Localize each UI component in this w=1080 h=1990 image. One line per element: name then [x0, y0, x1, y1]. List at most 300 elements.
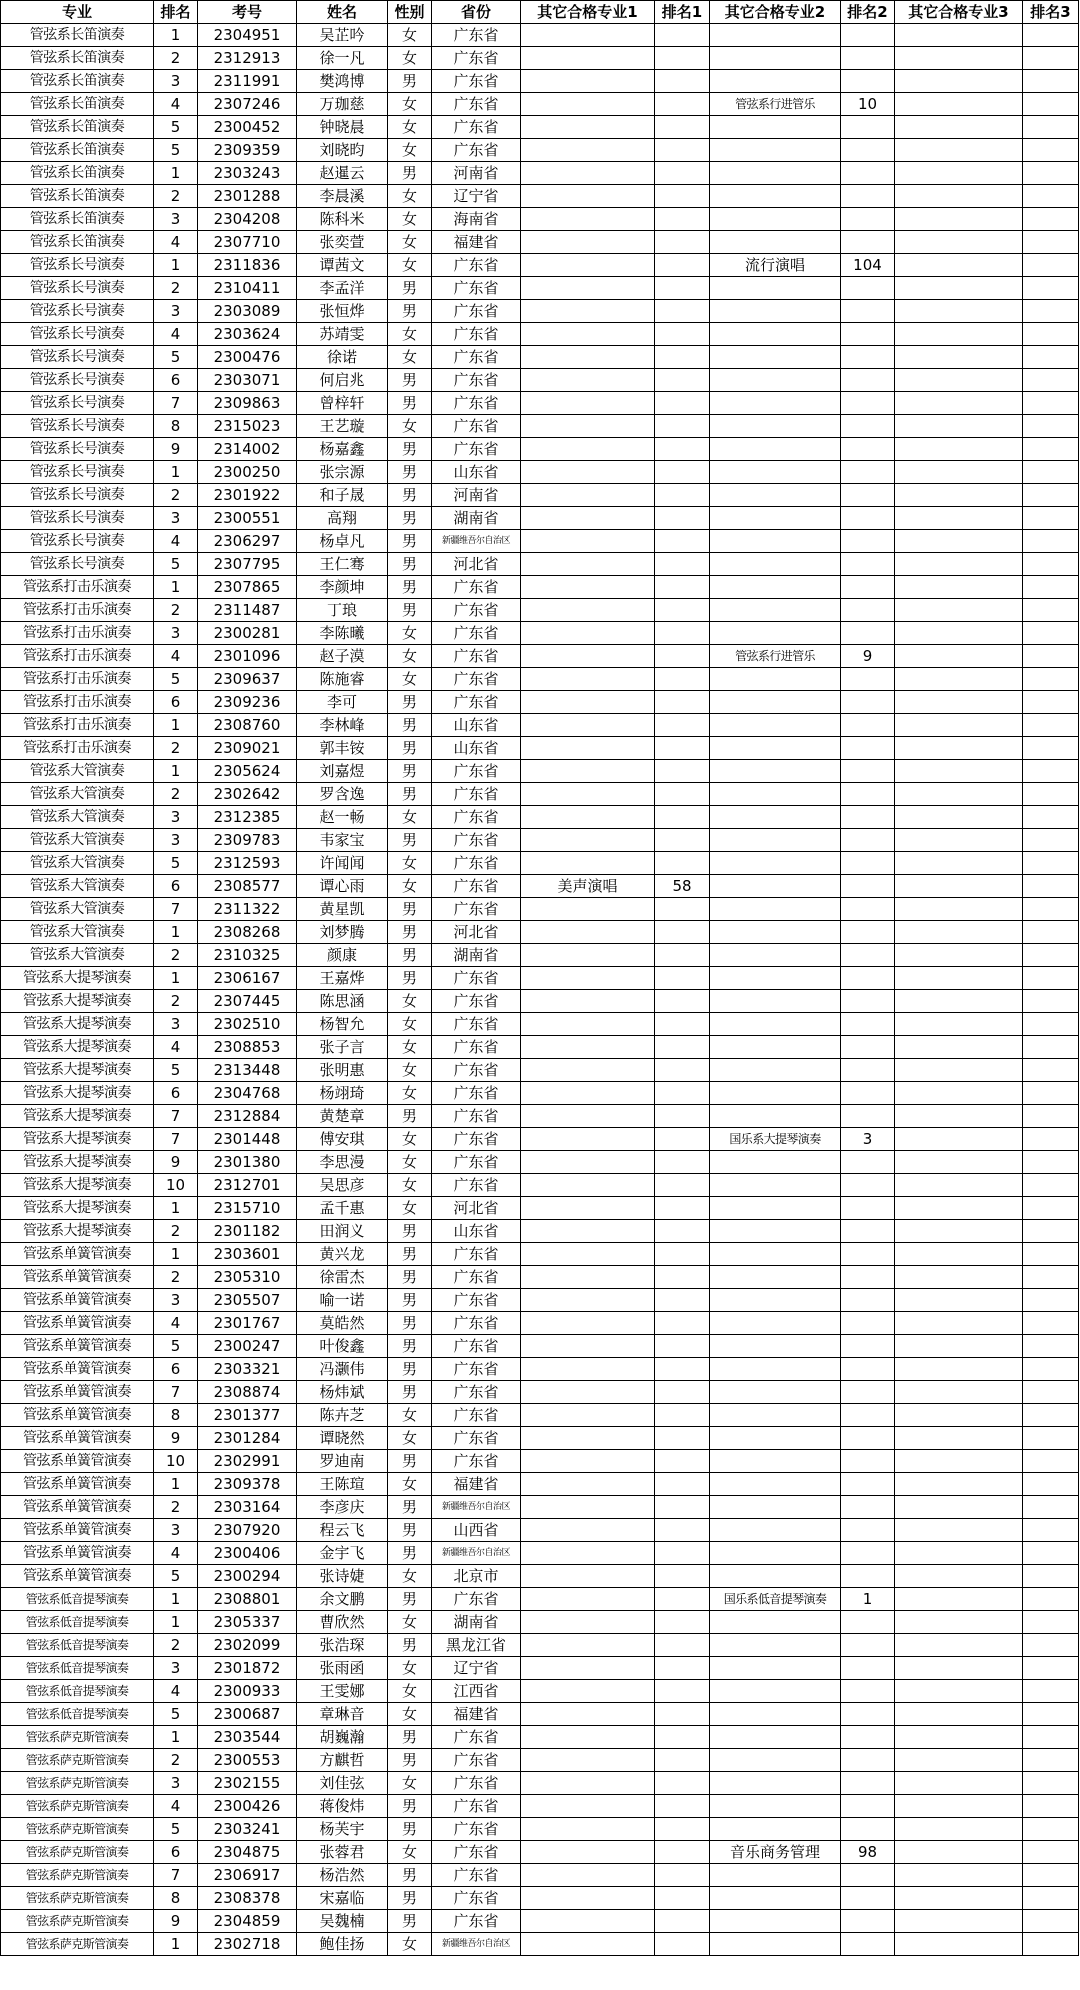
cell-rank-1: [655, 714, 710, 737]
cell-other-major-2: [710, 24, 841, 47]
cell-name: 刘嘉煜: [297, 760, 388, 783]
cell-exam-no: 2312701: [198, 1174, 297, 1197]
table-row: [1, 806, 1079, 829]
cell-other-major-1: 美声演唱: [521, 875, 655, 898]
cell-rank-3: [1023, 1634, 1079, 1657]
table-row: [1, 300, 1079, 323]
cell-name: 李彦庆: [297, 1496, 388, 1519]
table-row: [1, 852, 1079, 875]
table-row: [1, 231, 1079, 254]
cell-gender: 女: [388, 415, 432, 438]
cell-major: 管弦系低音提琴演奏: [1, 1703, 154, 1726]
cell-other-major-1: [521, 1312, 655, 1335]
cell-other-major-3: [895, 806, 1023, 829]
cell-rank-2: [841, 1335, 895, 1358]
cell-exam-no: 2301872: [198, 1657, 297, 1680]
cell-rank: 1: [154, 1933, 198, 1956]
cell-exam-no: 2308853: [198, 1036, 297, 1059]
table-row: [1, 1818, 1079, 1841]
cell-other-major-3: [895, 898, 1023, 921]
cell-other-major-1: [521, 484, 655, 507]
cell-other-major-1: [521, 852, 655, 875]
cell-rank-3: [1023, 1565, 1079, 1588]
cell-rank-2: 98: [841, 1841, 895, 1864]
cell-other-major-1: [521, 990, 655, 1013]
cell-name: 韦家宝: [297, 829, 388, 852]
cell-other-major-3: [895, 829, 1023, 852]
cell-other-major-2: [710, 392, 841, 415]
cell-name: 傅安琪: [297, 1128, 388, 1151]
cell-other-major-1: [521, 93, 655, 116]
cell-major: 管弦系单簧管演奏: [1, 1358, 154, 1381]
cell-rank-3: [1023, 185, 1079, 208]
cell-province: 广东省: [432, 852, 521, 875]
cell-exam-no: 2300553: [198, 1749, 297, 1772]
cell-exam-no: 2307710: [198, 231, 297, 254]
cell-exam-no: 2301448: [198, 1128, 297, 1151]
cell-exam-no: 2300476: [198, 346, 297, 369]
cell-other-major-2: [710, 1473, 841, 1496]
cell-major: 管弦系萨克斯管演奏: [1, 1933, 154, 1956]
cell-rank-1: [655, 484, 710, 507]
cell-rank-3: [1023, 1404, 1079, 1427]
cell-rank: 1: [154, 1197, 198, 1220]
cell-province: 广东省: [432, 1243, 521, 1266]
cell-exam-no: 2302099: [198, 1634, 297, 1657]
cell-other-major-2: [710, 1243, 841, 1266]
cell-rank-2: [841, 323, 895, 346]
cell-gender: 女: [388, 116, 432, 139]
cell-other-major-1: [521, 1496, 655, 1519]
cell-exam-no: 2305507: [198, 1289, 297, 1312]
cell-rank: 1: [154, 24, 198, 47]
cell-other-major-1: [521, 1864, 655, 1887]
cell-other-major-2: 流行演唱: [710, 254, 841, 277]
cell-other-major-2: [710, 783, 841, 806]
cell-exam-no: 2309378: [198, 1473, 297, 1496]
cell-gender: 女: [388, 231, 432, 254]
cell-rank-2: [841, 875, 895, 898]
cell-province: 广东省: [432, 1818, 521, 1841]
cell-major: 管弦系打击乐演奏: [1, 668, 154, 691]
cell-other-major-2: [710, 737, 841, 760]
cell-province: 广东省: [432, 1772, 521, 1795]
cell-major: 管弦系单簧管演奏: [1, 1496, 154, 1519]
cell-major: 管弦系单簧管演奏: [1, 1427, 154, 1450]
cell-other-major-3: [895, 507, 1023, 530]
cell-other-major-2: [710, 277, 841, 300]
cell-major: 管弦系长笛演奏: [1, 24, 154, 47]
cell-major: 管弦系打击乐演奏: [1, 576, 154, 599]
cell-rank: 6: [154, 1082, 198, 1105]
cell-exam-no: 2300426: [198, 1795, 297, 1818]
cell-exam-no: 2305337: [198, 1611, 297, 1634]
cell-rank-3: [1023, 1289, 1079, 1312]
cell-major: 管弦系长号演奏: [1, 277, 154, 300]
cell-rank-1: [655, 1082, 710, 1105]
cell-other-major-1: [521, 346, 655, 369]
cell-gender: 女: [388, 1013, 432, 1036]
cell-rank-1: [655, 645, 710, 668]
cell-rank-1: [655, 208, 710, 231]
cell-gender: 男: [388, 1496, 432, 1519]
cell-province: 广东省: [432, 1082, 521, 1105]
cell-other-major-3: [895, 1381, 1023, 1404]
cell-other-major-3: [895, 24, 1023, 47]
cell-name: 刘梦腾: [297, 921, 388, 944]
cell-other-major-1: [521, 208, 655, 231]
cell-rank-3: [1023, 1795, 1079, 1818]
cell-gender: 男: [388, 714, 432, 737]
cell-province: 广东省: [432, 875, 521, 898]
cell-other-major-1: [521, 185, 655, 208]
cell-other-major-1: [521, 507, 655, 530]
cell-rank-3: [1023, 461, 1079, 484]
cell-other-major-2: [710, 1795, 841, 1818]
cell-major: 管弦系大管演奏: [1, 875, 154, 898]
cell-rank-3: [1023, 415, 1079, 438]
cell-other-major-3: [895, 392, 1023, 415]
cell-other-major-1: [521, 530, 655, 553]
cell-rank: 5: [154, 1335, 198, 1358]
cell-rank-2: [841, 1887, 895, 1910]
cell-other-major-2: [710, 944, 841, 967]
cell-other-major-3: [895, 1864, 1023, 1887]
cell-other-major-2: [710, 760, 841, 783]
table-row: [1, 714, 1079, 737]
cell-other-major-2: [710, 1887, 841, 1910]
cell-rank-2: [841, 24, 895, 47]
cell-other-major-3: [895, 1887, 1023, 1910]
cell-rank-1: [655, 1473, 710, 1496]
cell-other-major-1: [521, 1289, 655, 1312]
cell-rank-1: [655, 1174, 710, 1197]
cell-rank-1: [655, 1565, 710, 1588]
cell-other-major-1: [521, 668, 655, 691]
cell-rank-1: [655, 1933, 710, 1956]
cell-other-major-3: [895, 990, 1023, 1013]
cell-major: 管弦系低音提琴演奏: [1, 1657, 154, 1680]
cell-major: 管弦系萨克斯管演奏: [1, 1887, 154, 1910]
header-rank-3: 排名3: [1023, 1, 1079, 24]
cell-major: 管弦系单簧管演奏: [1, 1312, 154, 1335]
cell-major: 管弦系萨克斯管演奏: [1, 1749, 154, 1772]
cell-other-major-1: [521, 1266, 655, 1289]
cell-exam-no: 2301767: [198, 1312, 297, 1335]
table-row: [1, 1519, 1079, 1542]
cell-other-major-2: [710, 1404, 841, 1427]
cell-major: 管弦系低音提琴演奏: [1, 1588, 154, 1611]
cell-exam-no: 2303544: [198, 1726, 297, 1749]
cell-major: 管弦系萨克斯管演奏: [1, 1795, 154, 1818]
cell-rank: 3: [154, 1289, 198, 1312]
cell-gender: 女: [388, 1174, 432, 1197]
table-row: [1, 622, 1079, 645]
cell-major: 管弦系打击乐演奏: [1, 691, 154, 714]
cell-gender: 男: [388, 1910, 432, 1933]
cell-gender: 女: [388, 208, 432, 231]
cell-name: 张奕萱: [297, 231, 388, 254]
cell-rank: 10: [154, 1450, 198, 1473]
cell-other-major-2: [710, 1772, 841, 1795]
cell-rank: 7: [154, 1864, 198, 1887]
cell-other-major-1: [521, 576, 655, 599]
cell-other-major-3: [895, 1036, 1023, 1059]
table-row: [1, 1887, 1079, 1910]
cell-rank-3: [1023, 1082, 1079, 1105]
cell-other-major-2: [710, 1174, 841, 1197]
table-row: [1, 507, 1079, 530]
cell-rank-1: [655, 1841, 710, 1864]
cell-rank: 2: [154, 185, 198, 208]
cell-name: 郭丰铵: [297, 737, 388, 760]
cell-gender: 女: [388, 1036, 432, 1059]
cell-name: 陈施睿: [297, 668, 388, 691]
cell-other-major-2: 管弦系行进管乐: [710, 645, 841, 668]
cell-other-major-2: [710, 668, 841, 691]
cell-province: 湖南省: [432, 1611, 521, 1634]
cell-rank-2: [841, 484, 895, 507]
cell-major: 管弦系大提琴演奏: [1, 1059, 154, 1082]
cell-rank-1: [655, 93, 710, 116]
cell-gender: 男: [388, 484, 432, 507]
cell-other-major-3: [895, 1105, 1023, 1128]
cell-other-major-2: [710, 484, 841, 507]
header-rank: 排名: [154, 1, 198, 24]
cell-rank-2: [841, 714, 895, 737]
table-row: [1, 967, 1079, 990]
cell-exam-no: 2301922: [198, 484, 297, 507]
table-row: [1, 369, 1079, 392]
cell-gender: 男: [388, 530, 432, 553]
cell-rank: 6: [154, 1358, 198, 1381]
cell-rank-1: [655, 162, 710, 185]
header-row: [1, 1, 1079, 24]
cell-rank-1: 58: [655, 875, 710, 898]
cell-rank-2: [841, 944, 895, 967]
cell-rank-3: [1023, 1726, 1079, 1749]
cell-other-major-3: [895, 369, 1023, 392]
cell-gender: 男: [388, 898, 432, 921]
cell-gender: 男: [388, 369, 432, 392]
header-province: 省份: [432, 1, 521, 24]
table-row: [1, 323, 1079, 346]
cell-other-major-1: [521, 1059, 655, 1082]
table-row: [1, 829, 1079, 852]
cell-name: 王仁骞: [297, 553, 388, 576]
cell-other-major-3: [895, 1496, 1023, 1519]
cell-other-major-1: [521, 1197, 655, 1220]
cell-rank: 6: [154, 875, 198, 898]
table-row: [1, 1726, 1079, 1749]
cell-rank-1: [655, 1680, 710, 1703]
cell-gender: 男: [388, 1588, 432, 1611]
cell-rank-1: [655, 300, 710, 323]
cell-rank-2: [841, 829, 895, 852]
table-row: [1, 737, 1079, 760]
table-row: [1, 530, 1079, 553]
table-row: [1, 1680, 1079, 1703]
cell-major: 管弦系长号演奏: [1, 254, 154, 277]
cell-rank: 1: [154, 1588, 198, 1611]
cell-exam-no: 2300933: [198, 1680, 297, 1703]
table-row: [1, 1036, 1079, 1059]
cell-rank: 1: [154, 461, 198, 484]
cell-name: 丁琅: [297, 599, 388, 622]
cell-major: 管弦系单簧管演奏: [1, 1243, 154, 1266]
cell-gender: 女: [388, 185, 432, 208]
cell-rank-1: [655, 1726, 710, 1749]
cell-other-major-3: [895, 47, 1023, 70]
cell-rank-3: [1023, 1312, 1079, 1335]
cell-gender: 男: [388, 1243, 432, 1266]
cell-other-major-3: [895, 1151, 1023, 1174]
cell-rank-3: [1023, 1910, 1079, 1933]
cell-other-major-2: [710, 507, 841, 530]
cell-other-major-1: [521, 645, 655, 668]
cell-exam-no: 2308760: [198, 714, 297, 737]
cell-rank-2: [841, 1726, 895, 1749]
cell-rank-2: [841, 760, 895, 783]
cell-exam-no: 2309637: [198, 668, 297, 691]
cell-rank-2: [841, 231, 895, 254]
cell-exam-no: 2303241: [198, 1818, 297, 1841]
cell-other-major-3: [895, 461, 1023, 484]
cell-province: 广东省: [432, 47, 521, 70]
cell-rank-1: [655, 1197, 710, 1220]
cell-rank-1: [655, 806, 710, 829]
cell-rank: 3: [154, 70, 198, 93]
cell-name: 王艺璇: [297, 415, 388, 438]
cell-exam-no: 2301284: [198, 1427, 297, 1450]
cell-name: 莫皓然: [297, 1312, 388, 1335]
cell-other-major-2: [710, 990, 841, 1013]
cell-name: 张蓉君: [297, 1841, 388, 1864]
cell-other-major-3: [895, 1795, 1023, 1818]
cell-name: 黄兴龙: [297, 1243, 388, 1266]
table-row: [1, 438, 1079, 461]
cell-rank-1: [655, 70, 710, 93]
cell-rank-1: [655, 1864, 710, 1887]
cell-rank-1: [655, 1703, 710, 1726]
cell-rank-2: [841, 990, 895, 1013]
cell-other-major-2: [710, 1680, 841, 1703]
cell-rank-3: [1023, 47, 1079, 70]
cell-other-major-3: [895, 622, 1023, 645]
table-row: [1, 1105, 1079, 1128]
cell-name: 谭晓然: [297, 1427, 388, 1450]
cell-rank: 4: [154, 645, 198, 668]
cell-rank-1: [655, 1013, 710, 1036]
cell-rank-3: [1023, 1496, 1079, 1519]
cell-other-major-1: [521, 1749, 655, 1772]
cell-other-major-1: [521, 783, 655, 806]
cell-major: 管弦系打击乐演奏: [1, 599, 154, 622]
cell-other-major-1: [521, 1151, 655, 1174]
cell-major: 管弦系长笛演奏: [1, 208, 154, 231]
cell-rank: 7: [154, 1105, 198, 1128]
cell-rank-2: [841, 1013, 895, 1036]
cell-major: 管弦系低音提琴演奏: [1, 1634, 154, 1657]
cell-province: 广东省: [432, 93, 521, 116]
cell-exam-no: 2314002: [198, 438, 297, 461]
cell-rank: 5: [154, 668, 198, 691]
cell-other-major-2: [710, 1519, 841, 1542]
cell-rank-2: [841, 898, 895, 921]
cell-other-major-1: [521, 691, 655, 714]
cell-major: 管弦系长号演奏: [1, 507, 154, 530]
cell-gender: 女: [388, 1772, 432, 1795]
cell-province: 广东省: [432, 1887, 521, 1910]
table-row: [1, 1864, 1079, 1887]
cell-rank-2: [841, 1404, 895, 1427]
cell-exam-no: 2308874: [198, 1381, 297, 1404]
cell-province: 广东省: [432, 1841, 521, 1864]
table-row: [1, 599, 1079, 622]
cell-rank-1: [655, 139, 710, 162]
cell-gender: 男: [388, 1887, 432, 1910]
table-row: [1, 1542, 1079, 1565]
cell-rank: 5: [154, 139, 198, 162]
cell-name: 陈思涵: [297, 990, 388, 1013]
cell-rank-1: [655, 1312, 710, 1335]
cell-other-major-1: [521, 1473, 655, 1496]
cell-major: 管弦系单簧管演奏: [1, 1381, 154, 1404]
cell-other-major-3: [895, 346, 1023, 369]
cell-other-major-1: [521, 1795, 655, 1818]
cell-other-major-1: [521, 622, 655, 645]
cell-name: 吴芷吟: [297, 24, 388, 47]
cell-other-major-1: [521, 1588, 655, 1611]
cell-major: 管弦系萨克斯管演奏: [1, 1864, 154, 1887]
cell-gender: 男: [388, 1289, 432, 1312]
cell-other-major-2: [710, 1450, 841, 1473]
cell-rank: 1: [154, 1726, 198, 1749]
cell-major: 管弦系单簧管演奏: [1, 1335, 154, 1358]
table-row: [1, 1772, 1079, 1795]
cell-major: 管弦系长笛演奏: [1, 93, 154, 116]
cell-rank-3: [1023, 1519, 1079, 1542]
cell-rank-1: [655, 1358, 710, 1381]
cell-rank-2: [841, 1312, 895, 1335]
cell-rank-1: [655, 1151, 710, 1174]
cell-rank: 9: [154, 1427, 198, 1450]
cell-major: 管弦系长笛演奏: [1, 70, 154, 93]
cell-exam-no: 2310325: [198, 944, 297, 967]
cell-rank-2: [841, 277, 895, 300]
table-row: [1, 1358, 1079, 1381]
cell-major: 管弦系长号演奏: [1, 369, 154, 392]
cell-other-major-1: [521, 139, 655, 162]
cell-rank: 3: [154, 1519, 198, 1542]
cell-province: 广东省: [432, 392, 521, 415]
table-row: [1, 1243, 1079, 1266]
cell-other-major-1: [521, 231, 655, 254]
cell-exam-no: 2307795: [198, 553, 297, 576]
cell-other-major-3: [895, 1657, 1023, 1680]
cell-other-major-2: [710, 1864, 841, 1887]
cell-other-major-2: 管弦系行进管乐: [710, 93, 841, 116]
table-row: [1, 1335, 1079, 1358]
cell-rank-3: [1023, 1772, 1079, 1795]
cell-rank-1: [655, 415, 710, 438]
cell-other-major-1: [521, 1243, 655, 1266]
cell-province: 广东省: [432, 1404, 521, 1427]
cell-exam-no: 2304875: [198, 1841, 297, 1864]
cell-other-major-2: [710, 1335, 841, 1358]
table-row: [1, 484, 1079, 507]
cell-gender: 女: [388, 24, 432, 47]
